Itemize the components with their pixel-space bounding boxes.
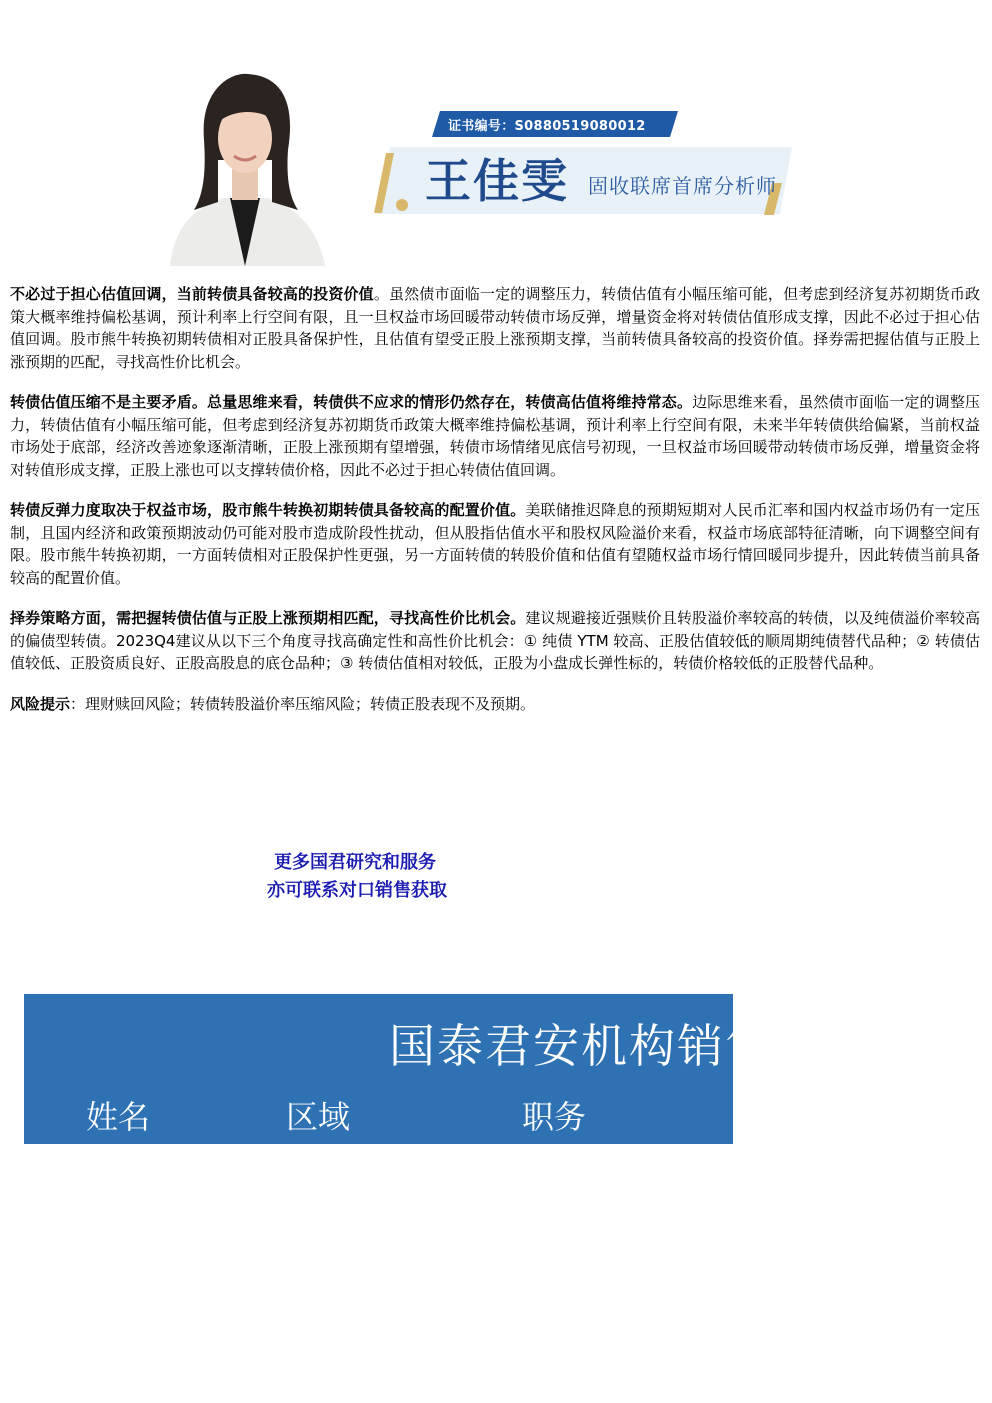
paragraph-risk	[10, 693, 980, 716]
certificate-number: 证书编号：S0880519080012	[448, 119, 646, 134]
promo-line-2: 亦可联系对口销售获取	[267, 880, 447, 901]
report-body	[10, 283, 980, 733]
paragraph-text: 边际思维来看，虽然债市面临一定的调整压力，转债估值有小幅压缩可能，但考虑到经济复苏初期货币政策大概率维持偏松基调，预计利率上行空间有限，未来半年转债供给偏紧，当前权益市场处于底部，经济改善迹象逐渐清晰，正股上涨预期有望增强，转债市场情绪见底信号初现，一旦权益市场回暖带动转债市场反弹，增量资金将对转值形成支撑，正股上涨也可以支撑转债价格，因此不必过于担心转债估值回调。	[10, 393, 980, 479]
paragraph-lead: 择券策略方面，需把握转债估值与正股上涨预期相匹配，寻找高性价比机会。	[10, 609, 526, 627]
paragraph-lead: 风险提示	[10, 694, 71, 713]
analyst-portrait	[160, 70, 330, 266]
analyst-name: 王佳雯	[425, 154, 569, 208]
promo-line-1: 更多国君研究和服务	[274, 852, 436, 873]
column-header-name: 姓名	[86, 1098, 151, 1136]
paragraph-rebound	[10, 499, 980, 589]
paragraph-lead: 转债估值压缩不是主要矛盾。总量思维来看，转债供不应求的情形仍然存在，转债高估值将维持常态。	[10, 393, 693, 411]
analyst-title: 固收联席首席分析师	[588, 174, 777, 198]
paragraph-compression	[10, 391, 980, 481]
column-header-role: 职务	[522, 1098, 587, 1136]
paragraph-text: 建议规避接近强赎价且转股溢价率较高的转债，以及纯债溢价率较高的偏债型转债。2023Q4建议从以下三个角度寻找高确定性和高性价比机会：① 纯债 YTM 较高、正股估值较低的顺周期纯债替代品种；② 转债估值较低、正股资质良好、正股高股息的底仓品种；③ 转债估值相对较低，正股为小盘成长弹性标的，转债价格较低的正股替代品种。	[10, 609, 980, 672]
paragraph-lead: 不必过于担心估值回调，当前转债具备较高的投资价值	[10, 285, 374, 303]
paragraph-valuation	[10, 283, 980, 373]
contact-table-header	[24, 994, 965, 1144]
paragraph-strategy	[10, 607, 980, 675]
column-header-region: 区域	[286, 1098, 351, 1136]
paragraph-text: ：理财赎回风险；转债转股溢价率压缩风险；转债正股表现不及预期。	[70, 694, 536, 713]
paragraph-text: 美联储推迟降息的预期短期对人民币汇率和国内权益市场仍有一定压制，且国内经济和政策预期波动仍可能对股市造成阶段性扰动，但从股指估值水平和股权风险溢价来看，权益市场底部特征清晰，向下调整空间有限。股市熊牛转换初期，一方面转债相对正股保护性更强，另一方面转债的转股价值和估值有望随权益市场行情回暖同步提升，因此转债当前具备较高的配置价值。	[10, 501, 980, 587]
analyst-header	[0, 0, 992, 270]
contact-table-title: 国泰君安机构销售服务团队	[389, 1019, 965, 1073]
paragraph-text: 。虽然债市面临一定的调整压力，转债估值有小幅压缩可能，但考虑到经济复苏初期货币政策大概率维持偏松基调，预计利率上行空间有限，且一旦权益市场回暖带动转债市场反弹，增量资金将对转债估值形成支撑，因此不必过于担心估值回调。股市熊牛转换初期转债相对正股具备保护性，且估值有望受正股上涨预期支撑，当前转债具备较高的投资价值。择券需把握估值与正股上涨预期的匹配，寻找高性价比机会。	[10, 285, 980, 371]
paragraph-lead: 转债反弹力度取决于权益市场，股市熊牛转换初期转债具备较高的配置价值。	[10, 501, 526, 519]
